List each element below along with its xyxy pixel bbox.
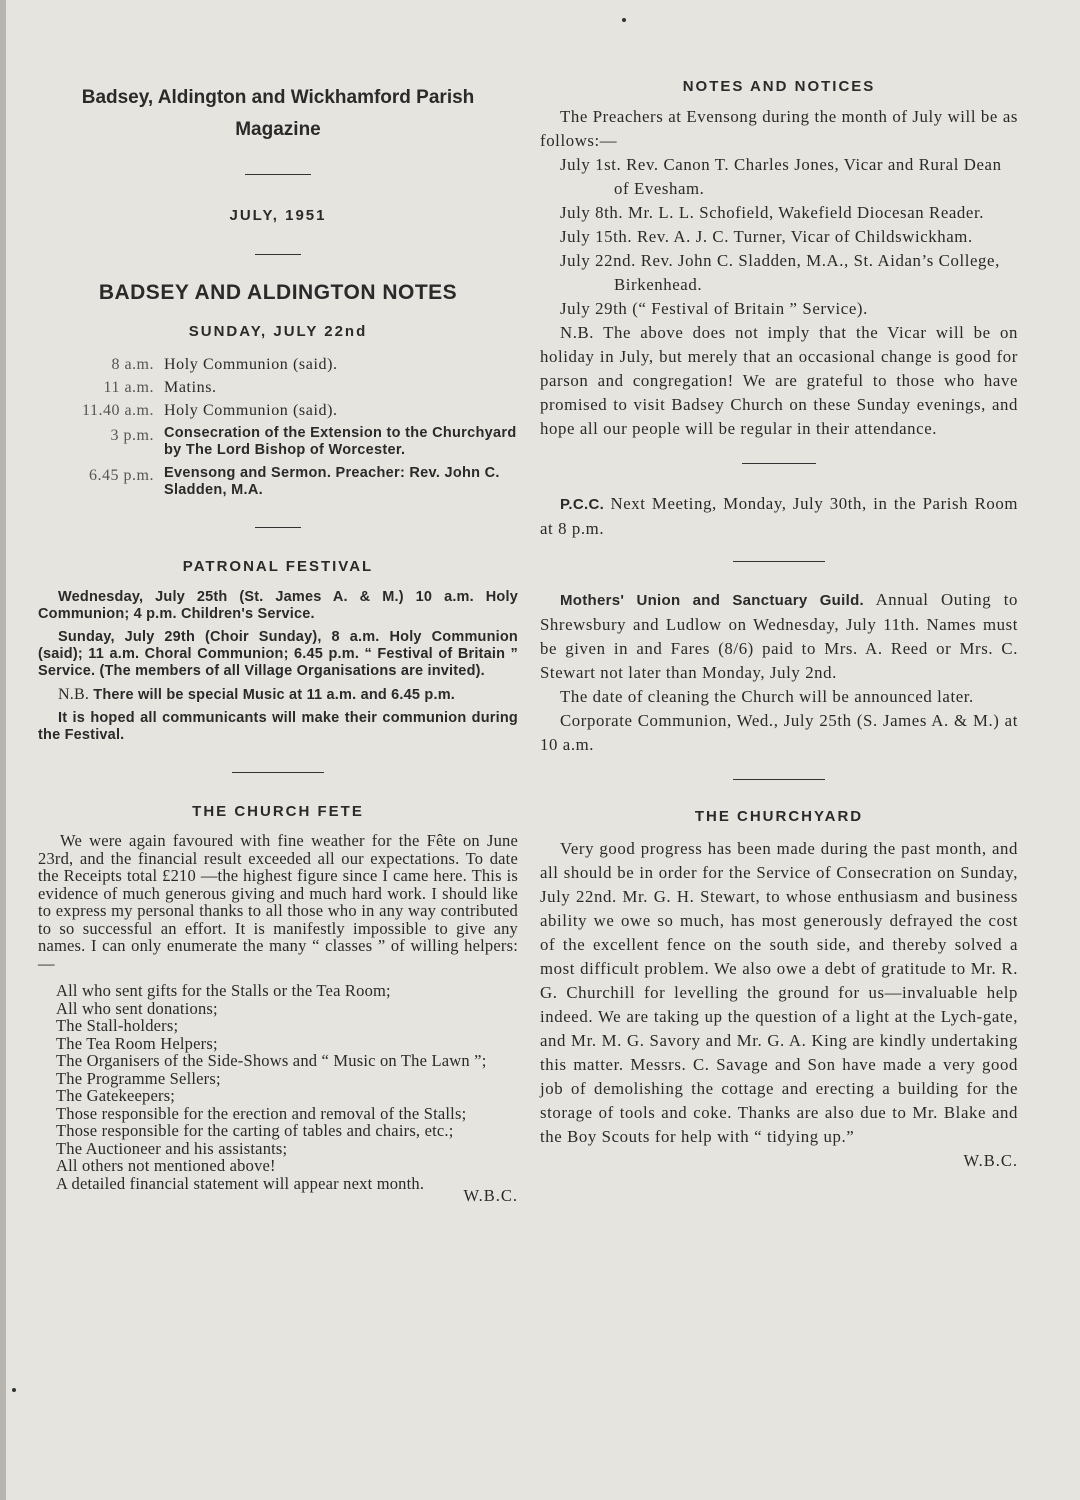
service-desc: Consecration of the Extension to the Churchyard by The Lord Bishop of Worcester.: [164, 425, 517, 458]
right-column: [540, 70, 1018, 1171]
churchyard-text: Very good progress has been made during the past month, and all should be in order for the Service of Consecration on Sunday, July 22nd. Mr. G. H. Stewart, to whose enthusiasm and business ability we owe so much, has most generously defrayed the cost of the excellent fence on the south side, and thereby solved a most difficult problem. We also owe a debt of gratitude to Mr. R. G. Churchill for levelling the ground for us—invaluable help indeed. We are taking up the question of a light at the Lych-gate, and Mr. M. G. Savory and Mr. G. A. King are kindly undertaking this matter. Messrs. C. Savage and Son have made a very good job of demolishing the cottage and erecting a building for the storage of tools and coke. Thanks are also due to Mr. Blake and the Boy Scouts for help with “ tidying up.”: [540, 839, 1018, 1146]
patronal-para: Wednesday, July 25th (St. James A. & M.) 10 a.m. Holy Communion; 4 p.m. Children's Service.: [38, 589, 518, 622]
service-desc: Matins.: [164, 379, 217, 396]
service-time: 8 a.m.: [111, 356, 154, 373]
helper-item: The Auctioneer and his assistants;: [56, 1138, 288, 1158]
mothers-label: Mothers' Union and Sanctuary Guild.: [560, 592, 864, 609]
patronal-nb: [38, 686, 518, 704]
helper-item: All others not mentioned above!: [56, 1156, 276, 1175]
patronal-para: Sunday, July 29th (Choir Sunday), 8 a.m. Holy Communion (said); 11 a.m. Choral Communion; 6.45 p.m. “ Festival of Britain ” Service. (The members of all Village Organisations are invited).: [38, 629, 518, 679]
preacher-item: July 22nd. Rev. John C. Sladden, M.A., St. Aidan’s College, Birkenhead.: [560, 251, 1000, 294]
preacher-item: July 8th. Mr. L. L. Schofield, Wakefield Diocesan Reader.: [560, 203, 985, 222]
pcc-text: Next Meeting, Monday, July 30th, in the Parish Room at 8 p.m.: [540, 494, 1019, 538]
service-time: 11.40 a.m.: [82, 402, 154, 419]
nb-label: N.B.: [58, 686, 90, 703]
speck: [622, 18, 626, 22]
issue-date: JULY, 1951: [229, 207, 327, 224]
speck: [12, 1388, 16, 1392]
helper-item: The Tea Room Helpers;: [56, 1033, 218, 1053]
helper-item: The Stall-holders;: [56, 1016, 179, 1035]
cleaning-notice: The date of cleaning the Church will be announced later.: [560, 687, 974, 706]
helper-item: A detailed financial statement will appear next month.: [56, 1173, 425, 1193]
helper-item: All who sent gifts for the Stalls or the Tea Room;: [56, 981, 391, 1000]
notices-intro: The Preachers at Evensong during the month of July will be as follows:—: [540, 107, 1018, 150]
service-time: 11 a.m.: [103, 379, 154, 396]
service-row: [38, 377, 518, 398]
churchyard-signature: W.B.C.: [963, 1151, 1018, 1170]
patronal-para: It is hoped all communicants will make their communion during the Festival.: [38, 710, 518, 743]
service-time: 3 p.m.: [110, 427, 154, 444]
service-row: [38, 425, 518, 459]
service-row: [38, 354, 518, 375]
helper-item: Those responsible for the carting of tables and chairs, etc.;: [56, 1121, 454, 1140]
corporate-communion: Corporate Communion, Wed., July 25th (S. James A. & M.) at 10 a.m.: [540, 711, 1018, 754]
service-desc: Holy Communion (said).: [164, 356, 338, 373]
badsey-notes-heading: BADSEY AND ALDINGTON NOTES: [98, 281, 458, 304]
fete-intro: We were again favoured with fine weather for the Fête on June 23rd, and the financial result exceeded all our expectations. To date the Receipts total £210 —the highest figure since I came here. This is evidence of much generous giving and much hard work. I should like to express my personal thanks to all those who in any way contributed to so successful an effort. It is manifestly impossible to give any names. I can only enumerate the many “ classes ” of willing helpers:—: [38, 831, 518, 973]
helper-item: The Organisers of the Side-Shows and “ Music on The Lawn ”;: [56, 1051, 487, 1070]
notices-nb: N.B. The above does not imply that the Vicar will be on holiday in July, but merely that an occasional change is good for parson and congregation! We are grateful to those who have promised to visit Badsey Church on these Sunday evenings, and hope all our people will be regular in their attendance.: [540, 323, 1018, 438]
service-row: [38, 465, 518, 499]
left-column: [38, 70, 518, 1206]
preacher-item: July 1st. Rev. Canon T. Charles Jones, Vicar and Rural Dean of Evesham.: [560, 155, 1002, 198]
preachers-list: [540, 153, 1018, 321]
helper-item: All who sent donations;: [56, 998, 218, 1018]
nb-text: There will be special Music at 11 a.m. and 6.45 p.m.: [93, 687, 456, 703]
service-desc: Holy Communion (said).: [164, 402, 338, 419]
churchyard-heading: THE CHURCHYARD: [694, 808, 864, 825]
magazine-title: [38, 82, 518, 146]
preacher-item: July 15th. Rev. A. J. C. Turner, Vicar of Childswickham.: [560, 227, 973, 246]
notices-heading: NOTES AND NOTICES: [682, 78, 876, 95]
patronal-heading: PATRONAL FESTIVAL: [182, 558, 374, 575]
service-list: [38, 354, 518, 499]
fete-signature: W.B.C.: [463, 1186, 518, 1205]
pcc-notice: [540, 492, 1018, 541]
sunday-subheading: SUNDAY, JULY 22nd: [188, 323, 368, 340]
service-time: 6.45 p.m.: [89, 467, 154, 484]
helpers-list: [38, 982, 518, 1192]
title-line-2: Magazine: [235, 119, 321, 140]
helper-item: Those responsible for the erection and removal of the Stalls;: [56, 1103, 467, 1123]
fete-heading: THE CHURCH FETE: [192, 803, 364, 820]
mothers-text: Annual Outing to Shrewsbury and Ludlow on Wednesday, July 11th. Names must be given in and Fares (8/6) paid to Mrs. A. Reed or Mrs. C. Stewart not later than Monday, July 2nd.: [540, 590, 1018, 682]
title-line-1: Badsey, Aldington and Wickhamford Parish: [81, 87, 475, 108]
preacher-item: July 29th (“ Festival of Britain ” Service).: [560, 299, 868, 318]
helper-item: The Programme Sellers;: [56, 1068, 221, 1088]
helper-item: The Gatekeepers;: [56, 1086, 176, 1105]
service-row: [38, 400, 518, 421]
page-edge: [0, 0, 6, 1500]
mothers-notice: [540, 588, 1018, 685]
pcc-label: P.C.C.: [560, 496, 605, 513]
service-desc: Evensong and Sermon. Preacher: Rev. John C. Sladden, M.A.: [164, 465, 500, 498]
